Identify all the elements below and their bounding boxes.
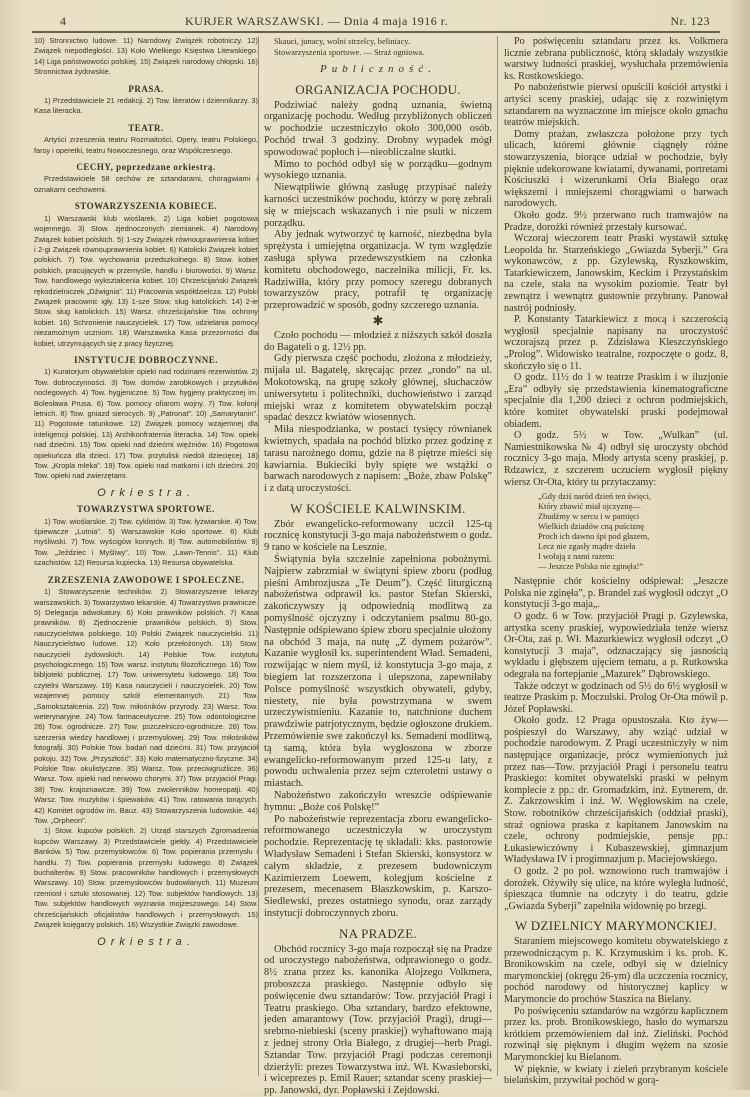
article-paragraph: Niewątpliwie główną zasługę przypisać należy karności uczestników pochodu, którzy w porę zebrali się w miejscach wskazanych i nie psuli w niczem porządku. bbox=[264, 182, 492, 229]
article-heading: NA PRADZE. bbox=[338, 925, 418, 941]
section-heading: INSTYTUCJE DOBROCZYNNE. bbox=[73, 354, 219, 365]
article-paragraph: Podziwiać należy godną uznania, świetną organizację pochodu. Według przybliżonych obliczeń w pochodzie uczestniczyło około 300,000 osób. Pochód trwał 3 godziny. Drobny wypadek mógł spowodować popłoch i—nieobliczalne skutki. bbox=[264, 99, 492, 158]
column-right bbox=[504, 36, 728, 1087]
list-paragraph: 10) Stronnictwo ludowe. 11) Narodowy Związek robotniczy. 12) Związek niepodległości. 13) Koło Wielkiego Księstwa Litewskiego. 14) Liga państwowości polskiej. 15) Związek narodowy chłopski. 16) Stronnictwa żydowskie. bbox=[34, 36, 258, 77]
article-paragraph: Czoło pochodu — młodzież z niższych szkół doszła do Bagateli o g. 12½ pp. bbox=[264, 329, 492, 353]
article-paragraph: Domy prażan, zwłaszcza położone przy tych ulicach, któremi głównie ciągnęły różne stowarzyszenia, biorące udział w pochodzie, były pięknie udekorowane kwiatami, dywanami, portretami Kościuszki i wizerunkami Orła Białego oraz większemi i mniejszemi chorągwiami o barwach narodowych. bbox=[504, 128, 728, 210]
article-paragraph: O godz. 6 w Tow. przyjaciół Pragi p. Gzylewska, artystka sceny praskiej, wypowiedziała tenże wiersz Or-Ota, zaś p. Wł. Mazurkiewicz wygłosił odczyt „O konstytucji 3 maja”, odznaczający się jasnością wykładu i głębszem ujęciem tematu, a p. Rutkowska odegrała na fortepjanie „Mazurek” Dąbrowskiego. bbox=[504, 610, 728, 680]
article-paragraph: Nabożeństwo zakończyło wreszcie odśpiewanie hymnu: „Boże coś Polskę!” bbox=[264, 790, 492, 813]
section-heading: ZRZESZENIA ZAWODOWE I SPOŁECZNE. bbox=[47, 574, 245, 585]
header-rule bbox=[32, 31, 720, 33]
section-text: 1) Kuratorjum obywatelskie opieki nad rodzinami rezerwistów. 2) Tow. dobroczynności. 3) Tow. domów zarobkowych i przytułków noclegowych. 4) Tow. hygjeniczne. 5) Tow. hygjeny praktycznej im. Bolesława Prusa. 6) Tow. pomocy ofiarom wojny. 7) Tow. kolonji letnich. 8) Tow. gniazd sierocych. 9) „Patronat”. 10) „Samarytanin”. 11) Pogotowie ratunkowe. 12) Związek pomocy wzajemnej dla inteligencji polskiej. 13) Archikonfraternia literacka. 14) Tow. opieki nad dziećmi. 15) Tow. opieki nad dziećmi więźniów. 16) Pogotowa opiekuńcza dla dzieci. 17) Tow. przytulisk niedoli dziecięcej. 18) Tow. „Kropla mleka”. 19) Tow. opieki nad matkami i ich dziećmi. 20) Tow. opieki nad zwierzętami. bbox=[34, 367, 258, 481]
column-middle bbox=[264, 36, 492, 1097]
asterism-icon: ✱ bbox=[372, 312, 384, 328]
article-paragraph: O godz. 2 po poł. wznowiono ruch tramwajów i dorożek. Ożywiły się ulice, na które wyległa ludność, śpiesząca tłumnie na odczyty i do teatru, gdzie „Gwiazda Syberji” zapełniła widownię po brzegi. bbox=[504, 866, 728, 912]
poem bbox=[504, 492, 728, 572]
article-paragraph: Zbór ewangelicko-reformowany uczcił 125-tą rocznicę konstytucji 3-go maja nabożeństwem o godz. 9 rano w kościele na Lesznie. bbox=[264, 518, 492, 554]
section bbox=[34, 201, 258, 349]
list-line: Stowarzyszenia sportowe. — Straż ogniowa. bbox=[274, 48, 425, 57]
poem-line: I wołają z nami razem: bbox=[538, 552, 615, 562]
section-text: Artyści zrzeszenia teatru Rozmaitości, Opery, teatru Polskiego, farsy i operetki, teatru Nowoczesnego, oraz Współczesnego. bbox=[34, 135, 258, 155]
section bbox=[34, 84, 258, 117]
poem-line: Który zbawić miał ojczyznę— bbox=[538, 502, 641, 512]
publicznosc-label: Publiczność. bbox=[320, 63, 436, 75]
section bbox=[34, 504, 258, 568]
article-paragraph: Po nabożeństwie pierwsi opuścili kościół artystki i artyści sceny praskiej, udając się z rozwiniętym sztandarem na wyznaczone im miejsce około gmachu teatrów miejskich. bbox=[504, 82, 728, 129]
article-paragraph: Po poświęceniu sztandaru przez ks. Volkmera licznie zebrana publiczność, którą składały wszystkie warstwy ludności praskiej, wysłuchała przemówienia ks. Rostkowskiego. bbox=[504, 36, 728, 82]
section bbox=[34, 826, 258, 930]
orkiestra-label: Orkiestra. bbox=[97, 486, 195, 499]
article-paragraph: Wczoraj wieczorem teatr Praski wystawił sztukę Leopolda hr. Starzeńskiego „Gwiazda Syberji.” Gra wykonawców, z pp. Gzylewską, Ryszkowskim, Tatarkiewiczem, Janowskim, Keckim i Przystańskim na czele, stała na wysokim poziomie. Teatr był zewnątrz i wewnątrz gustownie przybrany. Panował nastrój podniosły. bbox=[504, 233, 728, 314]
poem-line: Zbudźmy w sercu i w pamięci bbox=[538, 512, 640, 522]
poem-line: Wielkich dziadów cną puściznę bbox=[538, 522, 644, 532]
newspaper-title: KURJER WARSZAWSKI. — Dnia 4 maja 1916 r. bbox=[185, 14, 449, 28]
section-text: 1) Stowarzyszenie techników. 2) Stowarzyszenie lekarzy warszawskich. 3) Towarzystwo lekarskie. 4) Towarzystwo prawnicze. 5) Delegacja adwokatury. 6) Koło prawników polskich. 7) Kasa prawników. 8) Zjednoczenie prawników polskich. 9) Stow. nauczycielstwa polskiego. 10) Polski Związek nauczycielski. 11) Nauczycielstwo ludowe. 12) Koło przełożonych. 13) Stow. nauczycieli żydowskich. 14) Polskie Tow. instytutu psychologicznego. 15) Tow. warsz. instytutu filozoficznego. 16) Tow. bibljoteki publicznej. 17) Tow. uniwersytetu ludowego. 18) Tow. czytelni Warszawy. 19) Kasa nauczycieli i nauczycielek. 20) Tow. wzajemnej pomocy szkół elementarnych. 21) Tow. „Samokształcenia. 22) Tow. miłośników przyrody. 23) Warsz. Tow. weterynaryjne. 24) Tow. farmaceutyczne. 25) Tow. odontologiczne. 26) Tow. ogrodnicze. 27) Tow. pszczelniczo-ogrodnicze. 28) Tow. szerzenia wiedzy handlowej i przemysłowej. 29) Tow. miłośników fotografji. 30) Polskie Tow. badań nad dziećmi. 31) Tow. przyjaciół pokoju. 32) Tow. „Przyszłość”. 33) Koło matematyczno-fizyczne. 34) Polskie Tow. okulistyczne. 35) Warsz. Tow. przeciwgruźlicze. 36) Warsz. Tow. opieki nad nerwowo chorymi. 37) Tow. przyjaciół Pragi. 38) Tow. krajoznawcze. 39) Tow. zwolenników homeopatji. 40) Warsz. Tow. muzyków i śpiewaków. 41) Tow. ratowania tonących. 42) Komitet ogrodów im. Bauz. 43) Stowarzyszenia ludowskie. 44) Tow. „Orpheon”. bbox=[34, 587, 258, 826]
article-paragraph: Około godz. 12 Praga opustoszała. Kto żyw—pośpieszył do Warszawy, aby wziąć udział w pochodzie narodowym. Z Pragi uczestniczyły w nim następujące organizacje, prócz wymienionych już przez nas—Tow. przyjaciół Pragi i personelu teatru Praskiego: komitet obywatelski praski w pełnym komplecie z pp.: dr. Gromadzkim, inż. Eytnerem, dr. Z. Zakrzowskim i inż. W. Węgłowskim na czele, Stow. robotników chrześcijańskich (oddział praski), straż ogniowa praska z kapitanem Janowskim na czele, ochrony podmiejskie, pensje pp.: Łukasiewiczówny i Kubaszewskiej, gimnazjum Władysława IV i progimnazjum p. Maciejowskiego. bbox=[504, 715, 728, 866]
section-heading: STOWARZYSZENIA KOBIECE. bbox=[74, 201, 218, 212]
article-paragraph: Obchód rocznicy 3-go maja rozpoczął się na Pradze od uroczystego nabożeństwa, odprawionego o godz. 8½ zrana przez ks. kanonika Alojzego Volkmera, proboszcza praskiego. Następnie odbyło się poświęcenie dwu sztandarów: Tow. przyjaciół Pragi i Teatru praskiego. Oba sztandary, bardzo efektowne, jeden amarantowy (Tow. przyjaciół Pragi), drugi—srebrno-niebieski (sceny praskiej) wyhaftowano mają z jednej strony Orła Białego, z drugiej—herb Pragi. Sztandar Tow. przyjaciół Pragi podczas ceremonji dzierżyli: prezes Towarzystwa inż. Wł. Kwasieborski, i wiceprezes p. Emil Rauer; sztandar sceny praskiej—pp. Janowski, dyr. Popławski i Zejdowski. bbox=[264, 943, 492, 1097]
section-text: Przedstawiciele 58 cechów ze sztandarami, chorągwiami i oznakami cechowemi. bbox=[34, 174, 258, 194]
page-header bbox=[30, 14, 720, 30]
section-heading: TEATR. bbox=[128, 122, 164, 133]
orkiestra-label: Orkiestra. bbox=[97, 935, 195, 948]
section-text: 1) Tow. wioślarskie. 2) Tow. cyklistów. 3) Tow. łyżwiarskie. 4) Tow. śpiewacze „Lutnia”. 5) Warszawskie Koło sportowe. 6) Klub myśliwski. 7) Tow. wyścigów konnych. 8) Tow. automobilistów. 9) Tow. „Jeździec i Myśliwy”. 10) Tow. „Lawn-Tennis”. 11) Klub szachistów. 12) Resursa kupiecka. 13) Resursa obywatelska. bbox=[34, 516, 258, 568]
article-paragraph: Mimo to pochód odbył się w porządku—godnym wysokiego uznania. bbox=[264, 158, 492, 182]
list-line: Skauci, junacy, wolni strzelcy, beliniacy. bbox=[274, 37, 411, 46]
poem-line: Proch ich dawno śpi pod głazem, bbox=[538, 532, 650, 542]
article-paragraph: P. Konstanty Tatarkiewicz z mocą i szczerością wygłosił specjalnie napisany na uroczystość wczorajszą przez p. Zdzisława Kleszczyńskiego „Prolog”. Widowisko teatralne, rozpoczęte o godz. 8, skończyło się o 11. bbox=[504, 314, 728, 372]
poem-line: Lecz nie zgasły mądre dzieła bbox=[538, 542, 636, 552]
issue-number: Nr. 123 bbox=[670, 14, 710, 28]
column-divider bbox=[258, 36, 259, 1076]
article-paragraph: Staraniem miejscowego komitetu obywatelskiego z przewodniczącym p. K. Krzymuskim i ks. prob. K. Bronikowskim na czele, odbył się w dzielnicy marymonckiej (okręgu 26-ym) dla uczczenia rocznicy, pochód narodowy od historycznej kaplicy w Marymoncie do prochów Staszica na Bielany. bbox=[504, 935, 728, 1005]
section-heading: TOWARZYSTWA SPORTOWE. bbox=[77, 504, 215, 515]
article-paragraph: Świątynia była szczelnie zapełniona pobożnymi. Najpierw zabrzmiał w świątyni śpiew zboru (podług pieśni Ambrozjusza „Te Deum”). Część liturgiczną nabożeństwa odprawił ks. pastor Stefan Skierski, zakończywszy ją odpowiednią modlitwą za pomyślność ojczyzny i odczytaniem psalmu 80-go. Następnie odśpiewano śpiew zboru specjalnie ułożony na obchód 3 maja, na nutę „Z dymem pożarów”. Kazanie wygłosił ks. superintendent Wład. Semadeni, rozwijając w niem myśl, iż konstytucja 3-go maja, z biegiem lat rozszerzona i ulepszona, zapewniłaby Polsce pomyślność wszystkich obywateli, gdyby, niestety, nie była powstrzymana w swem urzeczywistnieniu. Kazanie to, natchnione duchem prawdziwie patrjotycznym, będzie ogłoszone drukiem. Przemówienie swe zakończył ks. Semadeni modlitwą, tą samą, która była wygłoszona w zborze ewangelicko-reformowanym przed 125-u laty, z powodu uchwalenia przez sejm czteroletni ustawy o miastach. bbox=[264, 554, 492, 790]
poem-line: „Gdy dziś naród dzień ten święci, bbox=[538, 492, 652, 502]
article-paragraph: W pięknie, w kwiaty i zieleń przybranym kościele bielańskim, przywitał pochód w gorą- bbox=[504, 1063, 728, 1087]
column-left bbox=[34, 36, 258, 953]
article-paragraph: Następnie chór kościelny odśpiewał: „Jeszcze Polska nie zginęła”, p. Brandel zaś wygłosił odczyt „O konstytucji 3-go maja„. bbox=[504, 576, 728, 611]
section bbox=[34, 575, 258, 827]
page-number: 4 bbox=[60, 14, 67, 28]
section bbox=[34, 162, 258, 195]
section bbox=[34, 355, 258, 482]
article-heading: ORGANIZACJA POCHODU. bbox=[295, 81, 461, 97]
column-divider bbox=[497, 36, 498, 1076]
procession-list bbox=[264, 36, 492, 58]
section-text: 1) Stow. kupców polskich. 2) Urząd starszych Zgromadzenia kupców Warszawy. 3) Przedstawiciele giełdy. 4) Przedstawiciele Banków. 5) Tow. przemysłowców. 6) Tow. popierania przemysłu i handlu. 7) Tow. popierania przemysłu ludowego. 8) Związek buchalterów. 9) Stow. pracowników handlowych i przemysłowych Warszawy. 10) Stow. przemysłowców budowlanych. 11) Muzeum rzemiosł i sztuki stosowanej. 12) Tow. subjektów handlowych. 13) Tow. subjektów handlowych wyznania mojżeszowego. 14) Stow. chrześcijańskich oficjalistów handlowych i przemysłowych. 15) Związek księgarzy polskich. 16) Wszystkie Związki zawodowe. bbox=[34, 826, 258, 930]
article-paragraph: Około godz. 9½ przerwano ruch tramwajów na Pradze, dorożki również przestały kursować. bbox=[504, 209, 728, 233]
section-text: 1) Warszawski klub wioślarek. 2) Liga kobiet pogotowia wojennego. 3) Stow. zjednoczonych ziemianek. 4) Narodowy Związek kobiet polskich. 5) 1-szy Związek równouprawnienia kobiet i 2-gi Związek równouprawnienia kobiet. 6) Katolicki Związek kobiet polskich. 7) Tow. wychowania przedszkolnego. 8) Stow. kobiet polskich, pracujących w przemyśle, handlu i biurowości. 9) Warsz. Tow. handlowego wykształcenia kobiet. 10) Chrześcijański Związek rękodzielniczek „Dźwignia”. 11) Pracownia współdzielcza. 12) Polski Związek pracownic igły. 13) 1-sze Stow. sług katolickich. 14) 2-ie Stow. sług katolickich. 15) Warsz. chrześcijańskie Tow. ochrony kobiet. 16) Schronienie nauczycielek. 17) Tow. udzielania pomocy niezamożnym uczniom. 18) Warszawska Kasa przezorności dla kobiet, utrzymujących się z pracy fizycznej. bbox=[34, 213, 258, 348]
section-heading: CECHY, poprzedzane orkiestrą. bbox=[76, 162, 216, 173]
article-paragraph: Po poświęceniu sztandarów na wzgórzu kaplicznem przez ks. prob. Bronikowskiego, hasło do wymarszu krótkiem przemówieniem dał inż. Zieliński. Pochód rozwinął się pięknym i długim wężem na szosie Marymonckiej ku Bielanom. bbox=[504, 1005, 728, 1063]
article-paragraph: O godz. 11½ do 1 w teatrze Praskim i w iluzjonie „Era” odbyły się przedstawienia kinematograficzne specjalnie dla 1,200 dzieci z ochron podmiejskich, które komitet obywatelski praski podejmował obiadem. bbox=[504, 372, 728, 430]
article-paragraph: Także odczyt w godzinach od 5½ do 6½ wygłosił w teatrze Praskim p. Moczulski. Prolog Or-Ota mówił p. Józef Popławski. bbox=[504, 680, 728, 715]
article-paragraph: Aby jednak wytworzyć tę karność, niezbędna była sprężysta i umiejętna organizacja. W tym względzie zasługa spływa przedewszystkiem na członka komitetu obchodowego, naczelnika milicji, Fr. ks. Radziwiłła, który przy pomocy szeregu dobranych towarzyszów pracy, potrafił tę organizację przeprowadzić w sposób, godny szczerego uznania. bbox=[264, 229, 492, 312]
article-heading: W KOŚCIELE KALWINSKIM. bbox=[290, 500, 466, 516]
article-paragraph: Gdy pierwsza część pochodu, złożona z młodzieży, mijała ul. Bagatelę, skręcając przez „rondo” na ul. Mokotowską, na grupę szkoły głównej, słuchaczów uniwersytetu i politechniki, duchowieństwo i zarząd miejski wraz z komitetem obywatelskim począł spadać deszcz kwiatów wiosennych. bbox=[264, 353, 492, 424]
section-heading: PRASA. bbox=[128, 83, 164, 94]
article-paragraph: Po nabożeństwie reprezentacja zboru ewangelicko-reformowanego uczestniczyła w uroczystym pochodzie. Reprezentację tę składali: kks. pastorowie Władysław Semadeni i Stefan Skierski, konsystorz w całym składzie, z prezesem budowniczym Kazimierzem Loewem, kolegjum kościelne z prezesem, mecenasem Błaszkowskim, p. Karszo-Siedlewski, prezes ostatniego synodu, oraz zarządy instytucji dobroczynnych zboru. bbox=[264, 813, 492, 919]
section-text: 1) Przedstawiciele 21 redakcji. 2) Tow. literatów i dziennikarzy. 3) Kasa literacka. bbox=[34, 96, 258, 116]
poem-line: — Jeszcze Polska nie zginęła!” bbox=[538, 562, 644, 572]
article-paragraph: O godz. 5½ w Tow. „Wulkan” (ul. Namiestnikowska № 4) odbył się uroczysty obchód rocznicy 3-go maja. Młody artysta sceny praskiej, p. Rdzawicz, z szczerem uczuciem wygłosił piękny wiersz Or-Ota, który tu przytaczamy: bbox=[504, 430, 728, 488]
section bbox=[34, 123, 258, 156]
article-paragraph: Miła niespodzianka, w postaci tysięcy równianek kwietnych, spadała na pochód blizko przez godzinę z tarasu narożnego domu, gdzie na 8 piętrze mieści się kawiarnia. Bukieciki były spięte we wstążki o barwach narodowych z napisem: „Boże, zbaw Polskę” i z datą uroczystości. bbox=[264, 424, 492, 495]
article-heading: W DZIELNICY MARYMONCKIEJ. bbox=[514, 918, 718, 934]
